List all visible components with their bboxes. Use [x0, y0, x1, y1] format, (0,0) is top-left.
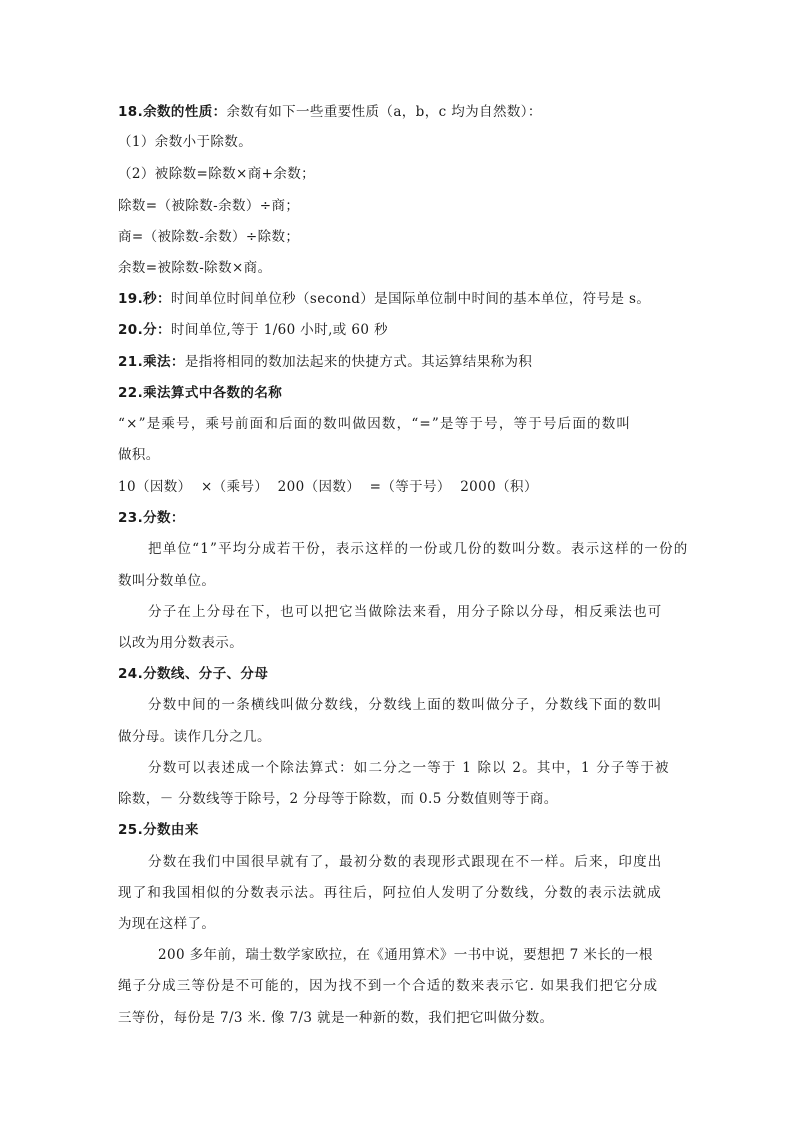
section-24-heading: 24.分数线、分子、分母 [118, 666, 269, 682]
section-23-heading: 23.分数： [118, 510, 185, 526]
section-19-text: 时间单位时间单位秒（second）是国际单位制中时间的基本单位，符号是 s。 [170, 291, 651, 307]
section-25-p1-line-1: 分数在我们中国很早就有了，最初分数的表现形式跟现在不一样。后来，印度出 [148, 854, 663, 870]
section-25-p2-line-2: 绳子分成三等份是不可能的，因为找不到一个合适的数来表示它. 如果我们把它分成 [118, 978, 659, 994]
section-23-p2-line-2: 以改为用分数表示。 [118, 635, 244, 651]
section-20-text: 时间单位,等于 1/60 小时,或 60 秒 [170, 322, 388, 338]
section-22-heading: 22.乘法算式中各数的名称 [118, 385, 283, 401]
section-23-p1-line-1: 把单位“1”平均分成若干份，表示这样的一份或几份的数叫分数。表示这样的一份的 [148, 541, 689, 557]
section-21-line [118, 352, 532, 372]
section-23-p2-line-1: 分子在上分母在下，也可以把它当做除法来看，用分子除以分母，相反乘法也可 [148, 604, 663, 620]
section-20-heading: 20.分： [118, 322, 171, 338]
section-24-p1-line-2: 做分母。读作几分之几。 [118, 729, 271, 745]
section-25-p2-line-1: 200 多年前，瑞士数学家欧拉，在《通用算术》一书中说，要想把 7 米长的一根 [158, 947, 653, 963]
section-18-text: 余数有如下一些重要性质（a，b，c 均为自然数）： [226, 104, 542, 120]
section-22-line-1: “×”是乘号，乘号前面和后面的数叫做因数，“=”是等于号，等于号后面的数叫 [118, 416, 632, 432]
section-20-line [118, 320, 388, 340]
section-25-p1-line-2: 现了和我国相似的分数表示法。再往后，阿拉伯人发明了分数线，分数的表示法就成 [118, 885, 662, 901]
section-21-text: 是指将相同的数加法起来的快捷方式。其运算结果称为积 [184, 354, 533, 370]
section-19-heading: 19.秒： [118, 291, 171, 307]
section-25-p1-line-3: 为现在这样了。 [118, 916, 216, 932]
section-18-line [118, 102, 542, 122]
section-25-heading: 25.分数由来 [118, 822, 199, 838]
section-22-line-2: 做积。 [118, 447, 160, 463]
section-21-heading: 21.乘法： [118, 354, 185, 370]
section-18-formula-2: 商=（被除数-余数）÷除数； [118, 229, 300, 245]
section-18-item-2: （2）被除数=除数×商+余数； [118, 166, 316, 182]
section-24-p2-line-2: 除数，－ 分数线等于除号，2 分母等于除数，而 0.5 分数值则等于商。 [118, 791, 558, 807]
section-18-heading: 18.余数的性质： [118, 104, 227, 120]
section-19-line [118, 289, 650, 309]
section-18-item-1: （1）余数小于除数。 [118, 134, 253, 150]
section-24-p1-line-1: 分数中间的一条横线叫做分数线，分数线上面的数叫做分子，分数线下面的数叫 [148, 697, 663, 713]
section-23-p1-line-2: 数叫分数单位。 [118, 573, 216, 589]
section-24-p2-line-1: 分数可以表述成一个除法算式：如二分之一等于 1 除以 2。其中，1 分子等于被 [148, 760, 670, 776]
section-18-formula-3: 余数=被除数-除数×商。 [118, 260, 272, 276]
section-22-example: 10（因数） ×（乘号） 200（因数） =（等于号） 2000（积） [118, 479, 538, 495]
section-18-formula-1: 除数=（被除数-余数）÷商； [118, 198, 300, 214]
section-25-p2-line-3: 三等份，每份是 7/3 米. 像 7/3 就是一种新的数，我们把它叫做分数。 [118, 1010, 554, 1026]
